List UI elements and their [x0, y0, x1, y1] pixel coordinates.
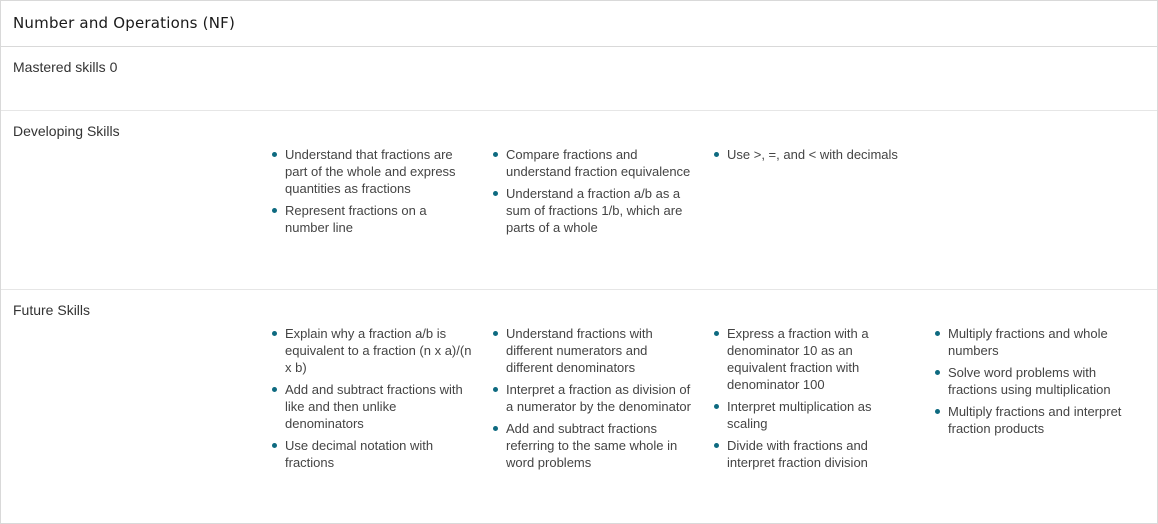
skill-item [713, 398, 914, 432]
skill-item [713, 325, 914, 393]
bullet-icon [714, 331, 719, 336]
skill-column [492, 146, 713, 241]
mastered-skills-count: 0 [109, 59, 118, 75]
bullet-icon [493, 387, 498, 392]
mastered-skills-label [13, 59, 117, 75]
skill-column [492, 325, 713, 476]
bullet-icon [714, 152, 719, 157]
bullet-icon [493, 331, 498, 336]
developing-skills-label: Developing Skills [13, 123, 120, 139]
skill-text: Multiply fractions and whole numbers [948, 326, 1108, 358]
skill-text: Add and subtract fractions with like and then unlike denominators [285, 382, 463, 431]
skill-column [713, 325, 934, 476]
future-skills-label: Future Skills [13, 302, 91, 318]
skill-text: Interpret a fraction as division of a numerator by the denominator [506, 382, 691, 414]
bullet-icon [714, 443, 719, 448]
skill-text: Add and subtract fractions referring to the same whole in word problems [506, 421, 678, 470]
bullet-icon [272, 331, 277, 336]
bullet-icon [714, 404, 719, 409]
bullet-icon [272, 208, 277, 213]
skill-text: Compare fractions and understand fraction equivalence [506, 147, 691, 179]
skill-item [271, 437, 472, 471]
skill-text: Explain why a fraction a/b is equivalent to a fraction (n x a)/(n x b) [285, 326, 472, 375]
skill-text: Understand a fraction a/b as a sum of fractions 1/b, which are parts of a whole [506, 186, 683, 235]
mastered-skills-title: Mastered skills [13, 59, 106, 75]
skill-text: Solve word problems with fractions using multiplication [948, 365, 1111, 397]
developing-skills-section [1, 111, 1157, 290]
developing-skills-columns [271, 146, 934, 241]
future-skills-section [1, 290, 1157, 522]
skill-item [713, 437, 914, 471]
bullet-icon [493, 191, 498, 196]
skill-item [492, 185, 693, 236]
panel-title: Number and Operations (NF) [13, 14, 235, 32]
skill-text: Multiply fractions and interpret fraction products [948, 404, 1122, 436]
bullet-icon [272, 387, 277, 392]
skill-item [492, 325, 693, 376]
skill-item [934, 403, 1135, 437]
skill-column [713, 146, 934, 241]
skill-item [934, 325, 1135, 359]
bullet-icon [493, 426, 498, 431]
skill-text: Express a fraction with a denominator 10 as an equivalent fraction with denominator 100 [727, 326, 869, 392]
bullet-icon [272, 152, 277, 157]
skill-item [713, 146, 914, 163]
bullet-icon [935, 409, 940, 414]
skill-column [271, 146, 492, 241]
skill-text: Interpret multiplication as scaling [727, 399, 872, 431]
mastered-skills-section [1, 47, 1157, 111]
skill-item [271, 381, 472, 432]
skill-column [271, 325, 492, 476]
bullet-icon [935, 370, 940, 375]
panel-header [1, 1, 1157, 47]
skill-item [492, 420, 693, 471]
skill-item [271, 146, 472, 197]
bullet-icon [493, 152, 498, 157]
bullet-icon [272, 443, 277, 448]
skill-item [492, 146, 693, 180]
skill-item [934, 364, 1135, 398]
skill-text: Represent fractions on a number line [285, 203, 427, 235]
skill-text: Understand that fractions are part of the whole and express quantities as fractions [285, 147, 456, 196]
skill-text: Divide with fractions and interpret fraction division [727, 438, 868, 470]
skill-item [492, 381, 693, 415]
skill-text: Use >, =, and < with decimals [727, 147, 898, 162]
skill-column [934, 325, 1155, 476]
skill-item [271, 325, 472, 376]
skill-text: Understand fractions with different numerators and different denominators [506, 326, 653, 375]
skill-item [271, 202, 472, 236]
bullet-icon [935, 331, 940, 336]
future-skills-columns [271, 325, 1155, 476]
skill-text: Use decimal notation with fractions [285, 438, 434, 470]
